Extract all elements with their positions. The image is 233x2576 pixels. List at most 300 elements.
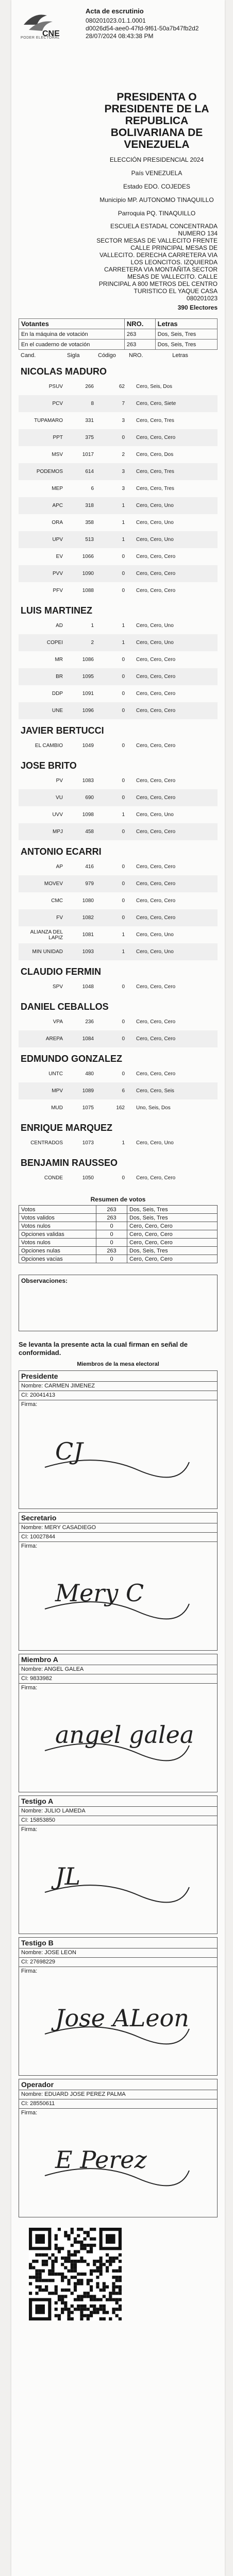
party-letras: Cero, Cero, Uno [136, 1140, 174, 1146]
votes-table [19, 318, 218, 350]
party-row [19, 668, 218, 685]
qr-module [64, 2231, 67, 2234]
qr-module [58, 2247, 61, 2250]
qr-module [87, 2314, 90, 2317]
qr-module [106, 2234, 115, 2244]
qr-module [106, 2266, 109, 2269]
member-name: Nombre: CARMEN JIMENEZ [19, 1382, 217, 1391]
signature-area [19, 1825, 217, 1934]
party-sigla: DDP [52, 691, 63, 697]
qr-module [84, 2295, 87, 2298]
qr-module [99, 2273, 103, 2276]
qr-module [67, 2317, 70, 2320]
qr-module [45, 2285, 48, 2289]
qr-module [61, 2279, 64, 2282]
acta-title: Acta de escrutinio [86, 7, 144, 15]
qr-module [87, 2308, 90, 2311]
party-row [19, 806, 218, 823]
party-sigla: VPA [53, 1019, 63, 1025]
qr-module [93, 2298, 96, 2301]
party-letras: Cero, Cero, Cero [136, 795, 176, 801]
qr-module [71, 2244, 74, 2247]
qr-module [55, 2247, 58, 2250]
party-letras: Cero, Cero, Tres [136, 418, 174, 423]
qr-module [71, 2317, 74, 2320]
qr-module [84, 2231, 87, 2234]
member-box [19, 2079, 218, 2217]
qr-module [55, 2285, 58, 2289]
party-letras: Cero, Cero, Cero [136, 571, 176, 577]
resumen-letras: Cero, Cero, Cero [127, 1230, 218, 1239]
qr-module [71, 2231, 74, 2234]
qr-module [99, 2317, 103, 2320]
qr-module [103, 2295, 106, 2298]
acta-info [68, 7, 218, 40]
qr-module [61, 2273, 64, 2276]
resumen-nro: 263 [96, 1206, 127, 1214]
qr-module [96, 2308, 99, 2311]
qr-module [55, 2260, 58, 2263]
party-codigo: 1084 [82, 1036, 94, 1042]
party-row [19, 789, 218, 806]
party-nro: 0 [122, 1071, 125, 1077]
col-nro: NRO. [124, 319, 155, 329]
party-sigla: EL CAMBIO [35, 743, 63, 749]
party-codigo: 1098 [82, 812, 94, 818]
qr-module [39, 2269, 42, 2273]
qr-module [96, 2285, 99, 2289]
handwritten-signature [35, 1836, 199, 1913]
qr-module [90, 2285, 93, 2289]
qr-module [112, 2298, 115, 2301]
qr-module [90, 2304, 93, 2308]
signature-text: CJ [55, 1437, 83, 1465]
party-codigo: 1017 [82, 452, 94, 457]
qr-module [84, 2273, 87, 2276]
party-nro: 1 [122, 520, 125, 526]
qr-module [58, 2295, 61, 2298]
qr-module [74, 2276, 77, 2279]
party-codigo: 1090 [82, 571, 94, 577]
qr-module [80, 2282, 83, 2285]
logo-text: CNE [42, 29, 60, 38]
party-letras: Cero, Cero, Uno [136, 623, 174, 629]
qr-module [90, 2289, 93, 2292]
party-sigla: MOVEV [44, 881, 63, 887]
qr-module [80, 2311, 83, 2314]
qr-module [35, 2253, 38, 2257]
qr-module [84, 2314, 87, 2317]
qr-module [61, 2257, 64, 2260]
party-row [19, 926, 218, 943]
party-letras: Cero, Cero, Siete [136, 401, 176, 406]
qr-module [99, 2266, 103, 2269]
qr-module [64, 2234, 67, 2237]
qr-module [112, 2260, 115, 2263]
qr-module [64, 2289, 67, 2292]
qr-module [29, 2282, 32, 2285]
qr-module [119, 2269, 122, 2273]
candidate-name: ENRIQUE MARQUEZ [21, 1123, 113, 1133]
qr-module [115, 2314, 119, 2317]
qr-module [90, 2250, 93, 2253]
party-sigla: VU [56, 795, 63, 801]
qr-module [119, 2308, 122, 2311]
escuela: ESCUELA ESTADAL CONCENTRADA NUMERO 134 [110, 223, 218, 237]
party-codigo: 690 [85, 795, 94, 801]
qr-module [90, 2295, 93, 2298]
qr-module [29, 2276, 32, 2279]
election-info [19, 91, 218, 311]
party-sigla: COPEI [46, 640, 63, 646]
party-row [19, 480, 218, 497]
qr-module [51, 2273, 54, 2276]
resumen-nro: 263 [96, 1247, 127, 1255]
qr-module [115, 2298, 119, 2301]
resumen-label: Votos nulos [19, 1239, 96, 1247]
qr-module [51, 2266, 54, 2269]
party-nro: 3 [122, 486, 125, 492]
party-nro: 1 [122, 1140, 125, 1146]
qr-module [80, 2244, 83, 2247]
qr-module [93, 2295, 96, 2298]
qr-module [58, 2298, 61, 2301]
member-name: Nombre: JULIO LAMEDA [19, 1807, 217, 1816]
qr-module [103, 2311, 106, 2314]
signature-text: E Perez [55, 2146, 147, 2174]
logo-subtitle: PODER ELECTORAL [21, 36, 60, 40]
qr-module [84, 2292, 87, 2295]
party-letras: Cero, Cero, Uno [136, 949, 174, 955]
member-ci: CI: 15853850 [19, 1816, 217, 1825]
members-list [19, 1370, 218, 2217]
resumen-label: Opciones validas [19, 1230, 96, 1239]
firma-label: Firma: [21, 1543, 38, 1549]
municipio: Municipio MP. AUTONOMO TINAQUILLO [99, 196, 214, 204]
party-letras: Cero, Cero, Cero [136, 1036, 176, 1042]
party-sigla: FV [56, 915, 63, 921]
qr-module [119, 2266, 122, 2269]
qr-module [87, 2295, 90, 2298]
qr-module [45, 2260, 48, 2263]
qr-module [109, 2317, 112, 2320]
member-box [19, 1654, 218, 1792]
party-nro: 0 [122, 1019, 125, 1025]
qr-module [87, 2279, 90, 2282]
party-row [19, 1013, 218, 1030]
qr-module [55, 2273, 58, 2276]
candidates-table [19, 350, 218, 1187]
observaciones-box [19, 1275, 218, 1331]
qr-module [74, 2308, 77, 2311]
party-codigo: 1082 [82, 915, 94, 921]
qr-module [29, 2266, 32, 2269]
qr-module [109, 2295, 112, 2298]
party-row [19, 978, 218, 995]
party-nro: 0 [122, 864, 125, 870]
qr-module [35, 2273, 38, 2276]
qr-module [87, 2292, 90, 2295]
party-sigla: PODEMOS [36, 469, 63, 474]
party-letras: Cero, Cero, Uno [136, 503, 174, 509]
qr-module [29, 2292, 32, 2295]
party-letras: Cero, Cero, Cero [136, 829, 176, 835]
party-letras: Cero, Cero, Seis [136, 1088, 174, 1094]
qr-module [90, 2298, 93, 2301]
party-sigla: UVV [52, 812, 63, 818]
qr-module [80, 2241, 83, 2244]
party-row [19, 702, 218, 719]
party-nro: 0 [122, 881, 125, 887]
qr-module [39, 2273, 42, 2276]
candidate-name: BENJAMIN RAUSSEO [21, 1158, 118, 1168]
signature-text: Mery C [55, 1579, 144, 1607]
party-row [19, 892, 218, 909]
qr-module [112, 2276, 115, 2279]
party-codigo: 1049 [82, 743, 94, 749]
qr-module [39, 2279, 42, 2282]
qr-module [35, 2304, 45, 2314]
handwritten-signature [35, 1977, 199, 2055]
qr-module [42, 2263, 45, 2266]
qr-module [119, 2289, 122, 2292]
qr-module [80, 2260, 83, 2263]
qr-module [87, 2263, 90, 2266]
qr-module [71, 2311, 74, 2314]
acta-hash: d0026d54-aee0-47fd-9f61-50a7b47fb2d2 [86, 25, 199, 32]
party-sigla: AP [56, 864, 63, 870]
party-codigo: 979 [85, 881, 94, 887]
qr-module [93, 2311, 96, 2314]
qr-module [93, 2308, 96, 2311]
qr-module [67, 2308, 70, 2311]
party-letras: Cero, Cero, Cero [136, 743, 176, 749]
party-codigo: 1081 [82, 932, 94, 938]
qr-module [115, 2269, 119, 2273]
resumen-label: Votos nulos [19, 1222, 96, 1230]
party-codigo: 1095 [82, 674, 94, 680]
qr-module [35, 2285, 38, 2289]
party-nro: 1 [122, 812, 125, 818]
member-ci: CI: 28550611 [19, 2099, 217, 2109]
member-box [19, 1512, 218, 1651]
qr-module [51, 2292, 54, 2295]
qr-module [96, 2276, 99, 2279]
resumen-nro: 263 [96, 1214, 127, 1222]
qr-module [67, 2282, 70, 2285]
qr-module [80, 2279, 83, 2282]
qr-module [35, 2234, 45, 2244]
party-sigla: MUD [51, 1105, 63, 1111]
resumen-row [19, 1255, 218, 1263]
qr-module [84, 2238, 87, 2241]
party-codigo: 1086 [82, 657, 94, 663]
member-name: Nombre: MERY CASADIEGO [19, 1523, 217, 1533]
qr-module [67, 2253, 70, 2257]
qr-module [99, 2298, 103, 2301]
qr-module [64, 2266, 67, 2269]
party-nro: 62 [119, 384, 125, 389]
qr-module [106, 2269, 109, 2273]
qr-module [99, 2260, 103, 2263]
member-ci: CI: 20041413 [19, 1391, 217, 1400]
qr-module [90, 2269, 93, 2273]
qr-module [64, 2260, 67, 2263]
candidate-name: LUIS MARTINEZ [21, 605, 92, 616]
party-sigla: MSV [52, 452, 63, 457]
qr-module [80, 2273, 83, 2276]
party-letras: Cero, Cero, Cero [136, 588, 176, 594]
resumen-letras: Cero, Cero, Cero [127, 1239, 218, 1247]
qr-module [87, 2244, 90, 2247]
candidate-name-row [19, 995, 218, 1013]
firma-label: Firma: [21, 1401, 38, 1408]
party-sigla: PVV [52, 571, 63, 577]
resumen-row [19, 1239, 218, 1247]
qr-module [42, 2253, 45, 2257]
party-sigla: ALIANZA DEL LAPIZ [30, 929, 63, 941]
qr-module [112, 2311, 115, 2314]
candidate-name: EDMUNDO GONZALEZ [21, 1054, 122, 1064]
qr-module [71, 2292, 74, 2295]
party-sigla: PV [56, 778, 63, 784]
qr-module [61, 2298, 64, 2301]
qr-module [96, 2266, 99, 2269]
acta-receipt [11, 0, 225, 2576]
signature-text: JL [55, 1862, 80, 1890]
qr-module [71, 2260, 74, 2263]
resumen-row [19, 1214, 218, 1222]
qr-module [80, 2314, 83, 2317]
qr-module [39, 2253, 42, 2257]
party-letras: Cero, Cero, Cero [136, 1071, 176, 1077]
party-letras: Cero, Cero, Dos [136, 452, 174, 457]
party-sigla: SPV [52, 984, 63, 990]
conformidad-notice: Se levanta la presente acta la cual firman en señal de conformidad. [19, 1341, 188, 1357]
qr-module [87, 2234, 90, 2237]
qr-module [74, 2250, 77, 2253]
party-sigla: APC [52, 503, 63, 509]
qr-module [32, 2266, 35, 2269]
qr-module [87, 2317, 90, 2320]
qr-module [45, 2279, 48, 2282]
resumen-letras: Dos, Seis, Tres [127, 1206, 218, 1214]
resumen-nro: 0 [96, 1239, 127, 1247]
qr-module [61, 2311, 64, 2314]
qr-module [58, 2250, 61, 2253]
qr-module [61, 2263, 64, 2266]
candidate-name-row [19, 840, 218, 858]
qr-module [99, 2263, 103, 2266]
party-nro: 1 [122, 640, 125, 646]
signature-area [19, 1684, 217, 1792]
qr-module [112, 2292, 115, 2295]
qr-module [74, 2266, 77, 2269]
qr-module [109, 2263, 112, 2266]
party-row [19, 446, 218, 463]
qr-module [35, 2260, 38, 2263]
party-nro: 2 [122, 452, 125, 457]
party-sigla: TUPAMARO [34, 418, 63, 423]
party-nro: 0 [122, 435, 125, 440]
candidate-name: CLAUDIO FERMIN [21, 967, 101, 977]
qr-module [64, 2301, 67, 2304]
qr-module [90, 2247, 93, 2250]
party-row [19, 943, 218, 960]
member-box [19, 1370, 218, 1509]
resumen-nro: 0 [96, 1230, 127, 1239]
party-row [19, 617, 218, 634]
party-codigo: 6 [91, 486, 94, 492]
party-letras: Uno, Seis, Dos [136, 1105, 171, 1111]
party-nro: 0 [122, 898, 125, 904]
qr-module [90, 2238, 93, 2241]
qr-module [103, 2308, 106, 2311]
col-letras: Letras [155, 319, 217, 329]
qr-module [39, 2276, 42, 2279]
resumen-row [19, 1247, 218, 1255]
party-row [19, 1082, 218, 1099]
party-nro: 0 [122, 915, 125, 921]
qr-module [115, 2279, 119, 2282]
qr-module [51, 2269, 54, 2273]
qr-module [103, 2263, 106, 2266]
party-row [19, 412, 218, 429]
cne-logo [19, 9, 68, 45]
qr-module [55, 2234, 58, 2237]
party-row [19, 531, 218, 548]
qr-module [119, 2292, 122, 2295]
qr-module [48, 2273, 51, 2276]
qr-module [80, 2247, 83, 2250]
party-nro: 0 [122, 743, 125, 749]
qr-module [90, 2311, 93, 2314]
party-sigla: MIN UNIDAD [32, 949, 63, 955]
qr-module [55, 2301, 58, 2304]
member-role: Testigo A [19, 1796, 217, 1807]
resumen-letras: Dos, Seis, Tres [127, 1247, 218, 1255]
qr-module [71, 2304, 74, 2308]
party-letras: Cero, Cero, Cero [136, 881, 176, 887]
party-codigo: 458 [85, 829, 94, 835]
qr-module [71, 2263, 74, 2266]
qr-module [77, 2250, 80, 2253]
qr-module [58, 2317, 61, 2320]
party-codigo: 266 [85, 384, 94, 389]
qr-module [67, 2279, 70, 2282]
party-letras: Cero, Cero, Uno [136, 932, 174, 938]
centro-code: 080201023 [186, 295, 218, 302]
qr-module [109, 2292, 112, 2295]
party-nro: 0 [122, 674, 125, 680]
party-nro: 0 [122, 795, 125, 801]
qr-module [106, 2311, 109, 2314]
party-nro: 0 [122, 1175, 125, 1181]
qr-module [55, 2257, 58, 2260]
qr-module [74, 2241, 77, 2244]
qr-module [55, 2314, 58, 2317]
candidate-name-row [19, 599, 218, 617]
signature-area [19, 1542, 217, 1650]
qr-module [71, 2253, 74, 2257]
party-nro: 0 [122, 708, 125, 714]
resumen-label: Votos validos [19, 1214, 96, 1222]
party-row [19, 1134, 218, 1151]
candidate-name-row [19, 754, 218, 772]
party-codigo: 2 [91, 640, 94, 646]
qr-module [115, 2308, 119, 2311]
qr-module [90, 2228, 93, 2231]
